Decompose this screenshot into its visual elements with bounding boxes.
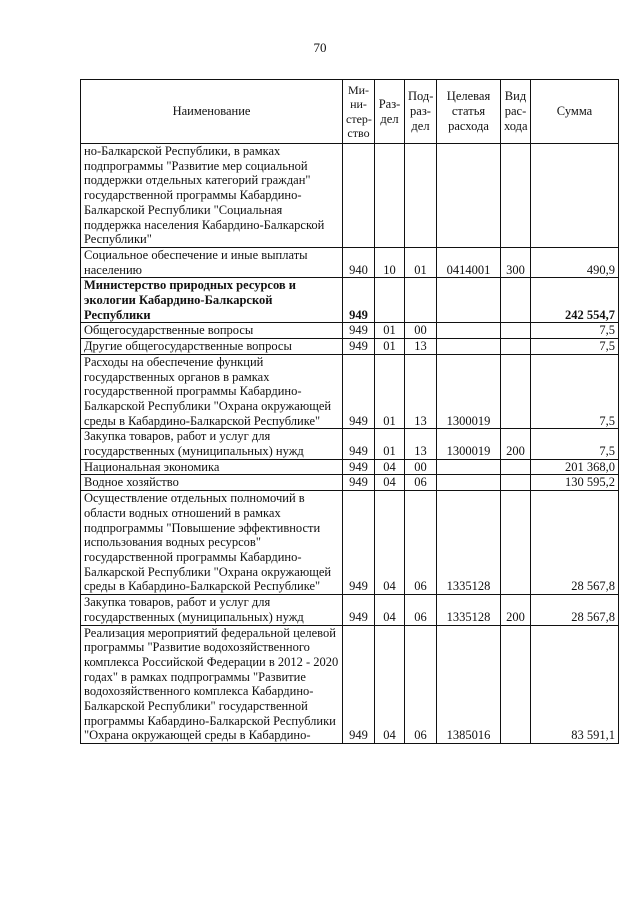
table-row xyxy=(81,491,619,595)
header-ministry: Ми-ни-стер-ство xyxy=(343,80,375,144)
header-expense-type: Вид рас-хода xyxy=(501,80,531,144)
cell-target: 0414001 xyxy=(437,247,501,277)
cell-target: 1335128 xyxy=(437,595,501,625)
cell-sum: 7,5 xyxy=(531,429,619,459)
cell-subsection xyxy=(405,278,437,323)
cell-target: 1300019 xyxy=(437,354,501,429)
table-row xyxy=(81,595,619,625)
table-row xyxy=(81,475,619,491)
table-row xyxy=(81,339,619,355)
cell-section xyxy=(375,278,405,323)
table-row xyxy=(81,247,619,277)
cell-name: Водное хозяйство xyxy=(81,475,343,491)
cell-ministry: 949 xyxy=(343,475,375,491)
cell-name: Национальная экономика xyxy=(81,459,343,475)
cell-expense-type: 200 xyxy=(501,595,531,625)
cell-expense-type xyxy=(501,323,531,339)
budget-table xyxy=(80,79,619,744)
cell-sum: 83 591,1 xyxy=(531,625,619,744)
cell-ministry: 949 xyxy=(343,323,375,339)
cell-subsection: 06 xyxy=(405,491,437,595)
cell-subsection: 06 xyxy=(405,625,437,744)
cell-subsection: 13 xyxy=(405,339,437,355)
cell-name: Министерство природных ресурсов и экологии Кабардино-Балкарской Республики xyxy=(81,278,343,323)
cell-sum: 130 595,2 xyxy=(531,475,619,491)
header-sum: Сумма xyxy=(531,80,619,144)
cell-section: 04 xyxy=(375,625,405,744)
cell-section: 01 xyxy=(375,429,405,459)
cell-subsection: 06 xyxy=(405,475,437,491)
table-row xyxy=(81,354,619,429)
cell-section: 01 xyxy=(375,354,405,429)
cell-target: 1300019 xyxy=(437,429,501,459)
cell-subsection: 01 xyxy=(405,247,437,277)
header-name: Наименование xyxy=(81,80,343,144)
cell-ministry: 949 xyxy=(343,354,375,429)
cell-target xyxy=(437,278,501,323)
table-row xyxy=(81,459,619,475)
cell-sum: 242 554,7 xyxy=(531,278,619,323)
cell-target xyxy=(437,459,501,475)
cell-sum: 201 368,0 xyxy=(531,459,619,475)
cell-ministry: 949 xyxy=(343,278,375,323)
cell-expense-type: 200 xyxy=(501,429,531,459)
cell-target xyxy=(437,144,501,248)
cell-name: Общегосударственные вопросы xyxy=(81,323,343,339)
cell-section: 04 xyxy=(375,475,405,491)
cell-target: 1385016 xyxy=(437,625,501,744)
cell-sum: 28 567,8 xyxy=(531,595,619,625)
cell-ministry: 940 xyxy=(343,247,375,277)
table-row xyxy=(81,429,619,459)
table-row xyxy=(81,323,619,339)
cell-target: 1335128 xyxy=(437,491,501,595)
cell-subsection: 00 xyxy=(405,459,437,475)
header-subsection: Под-раз-дел xyxy=(405,80,437,144)
page-number: 70 xyxy=(313,40,327,55)
cell-section: 10 xyxy=(375,247,405,277)
cell-name: но-Балкарской Республики, в рамках подпрограммы "Развитие мер социальной поддержки отдельных категорий граждан" государственной программы Кабардино-Балкарской Республики "Социальная поддержка населения Кабардино-Балкарской Республики" xyxy=(81,144,343,248)
cell-name: Другие общегосударственные вопросы xyxy=(81,339,343,355)
cell-name: Расходы на обеспечение функций государственных органов в рамках государственной программы Кабардино-Балкарской Республики "Охрана окружающей среды в Кабардино-Балкарской Республике" xyxy=(81,354,343,429)
cell-section: 04 xyxy=(375,459,405,475)
cell-sum: 7,5 xyxy=(531,323,619,339)
cell-expense-type xyxy=(501,339,531,355)
header-target: Целевая статья расхода xyxy=(437,80,501,144)
cell-expense-type xyxy=(501,625,531,744)
cell-ministry: 949 xyxy=(343,459,375,475)
cell-section: 01 xyxy=(375,323,405,339)
cell-ministry: 949 xyxy=(343,595,375,625)
cell-name: Закупка товаров, работ и услуг для государственных (муниципальных) нужд xyxy=(81,429,343,459)
table-row xyxy=(81,278,619,323)
cell-sum: 7,5 xyxy=(531,354,619,429)
cell-subsection: 00 xyxy=(405,323,437,339)
cell-expense-type xyxy=(501,491,531,595)
cell-expense-type xyxy=(501,278,531,323)
header-section: Раз-дел xyxy=(375,80,405,144)
cell-target xyxy=(437,475,501,491)
cell-sum xyxy=(531,144,619,248)
cell-ministry: 949 xyxy=(343,625,375,744)
cell-section: 04 xyxy=(375,491,405,595)
cell-sum: 490,9 xyxy=(531,247,619,277)
cell-expense-type xyxy=(501,354,531,429)
cell-ministry: 949 xyxy=(343,491,375,595)
cell-ministry: 949 xyxy=(343,339,375,355)
table-row xyxy=(81,625,619,744)
cell-section: 04 xyxy=(375,595,405,625)
cell-target xyxy=(437,339,501,355)
table-row xyxy=(81,144,619,248)
cell-name: Закупка товаров, работ и услуг для государственных (муниципальных) нужд xyxy=(81,595,343,625)
cell-ministry: 949 xyxy=(343,429,375,459)
cell-expense-type xyxy=(501,144,531,248)
cell-target xyxy=(437,323,501,339)
cell-sum: 7,5 xyxy=(531,339,619,355)
cell-sum: 28 567,8 xyxy=(531,491,619,595)
cell-expense-type xyxy=(501,459,531,475)
cell-name: Осуществление отдельных полномочий в области водных отношений в рамках подпрограммы "Повышение эффективности использования водных ресурсов" государственной программы Кабардино-Балкарской Республики "Охрана окружающей среды в Кабардино-Балкарской Республике" xyxy=(81,491,343,595)
table-header-row xyxy=(81,80,619,144)
cell-subsection xyxy=(405,144,437,248)
cell-name: Социальное обеспечение и иные выплаты населению xyxy=(81,247,343,277)
cell-section: 01 xyxy=(375,339,405,355)
cell-expense-type xyxy=(501,475,531,491)
cell-name: Реализация мероприятий федеральной целевой программы "Развитие водохозяйственного комплекса Российской Федерации в 2012 - 2020 годах" в рамках подпрограммы "Развитие водохозяйственного комплекса Кабардино-Балкарской Республики" государственной программы Кабардино-Балкарской Республики "Охрана окружающей среды в Кабардино- xyxy=(81,625,343,744)
cell-expense-type: 300 xyxy=(501,247,531,277)
cell-ministry xyxy=(343,144,375,248)
cell-section xyxy=(375,144,405,248)
cell-subsection: 13 xyxy=(405,429,437,459)
cell-subsection: 13 xyxy=(405,354,437,429)
cell-subsection: 06 xyxy=(405,595,437,625)
